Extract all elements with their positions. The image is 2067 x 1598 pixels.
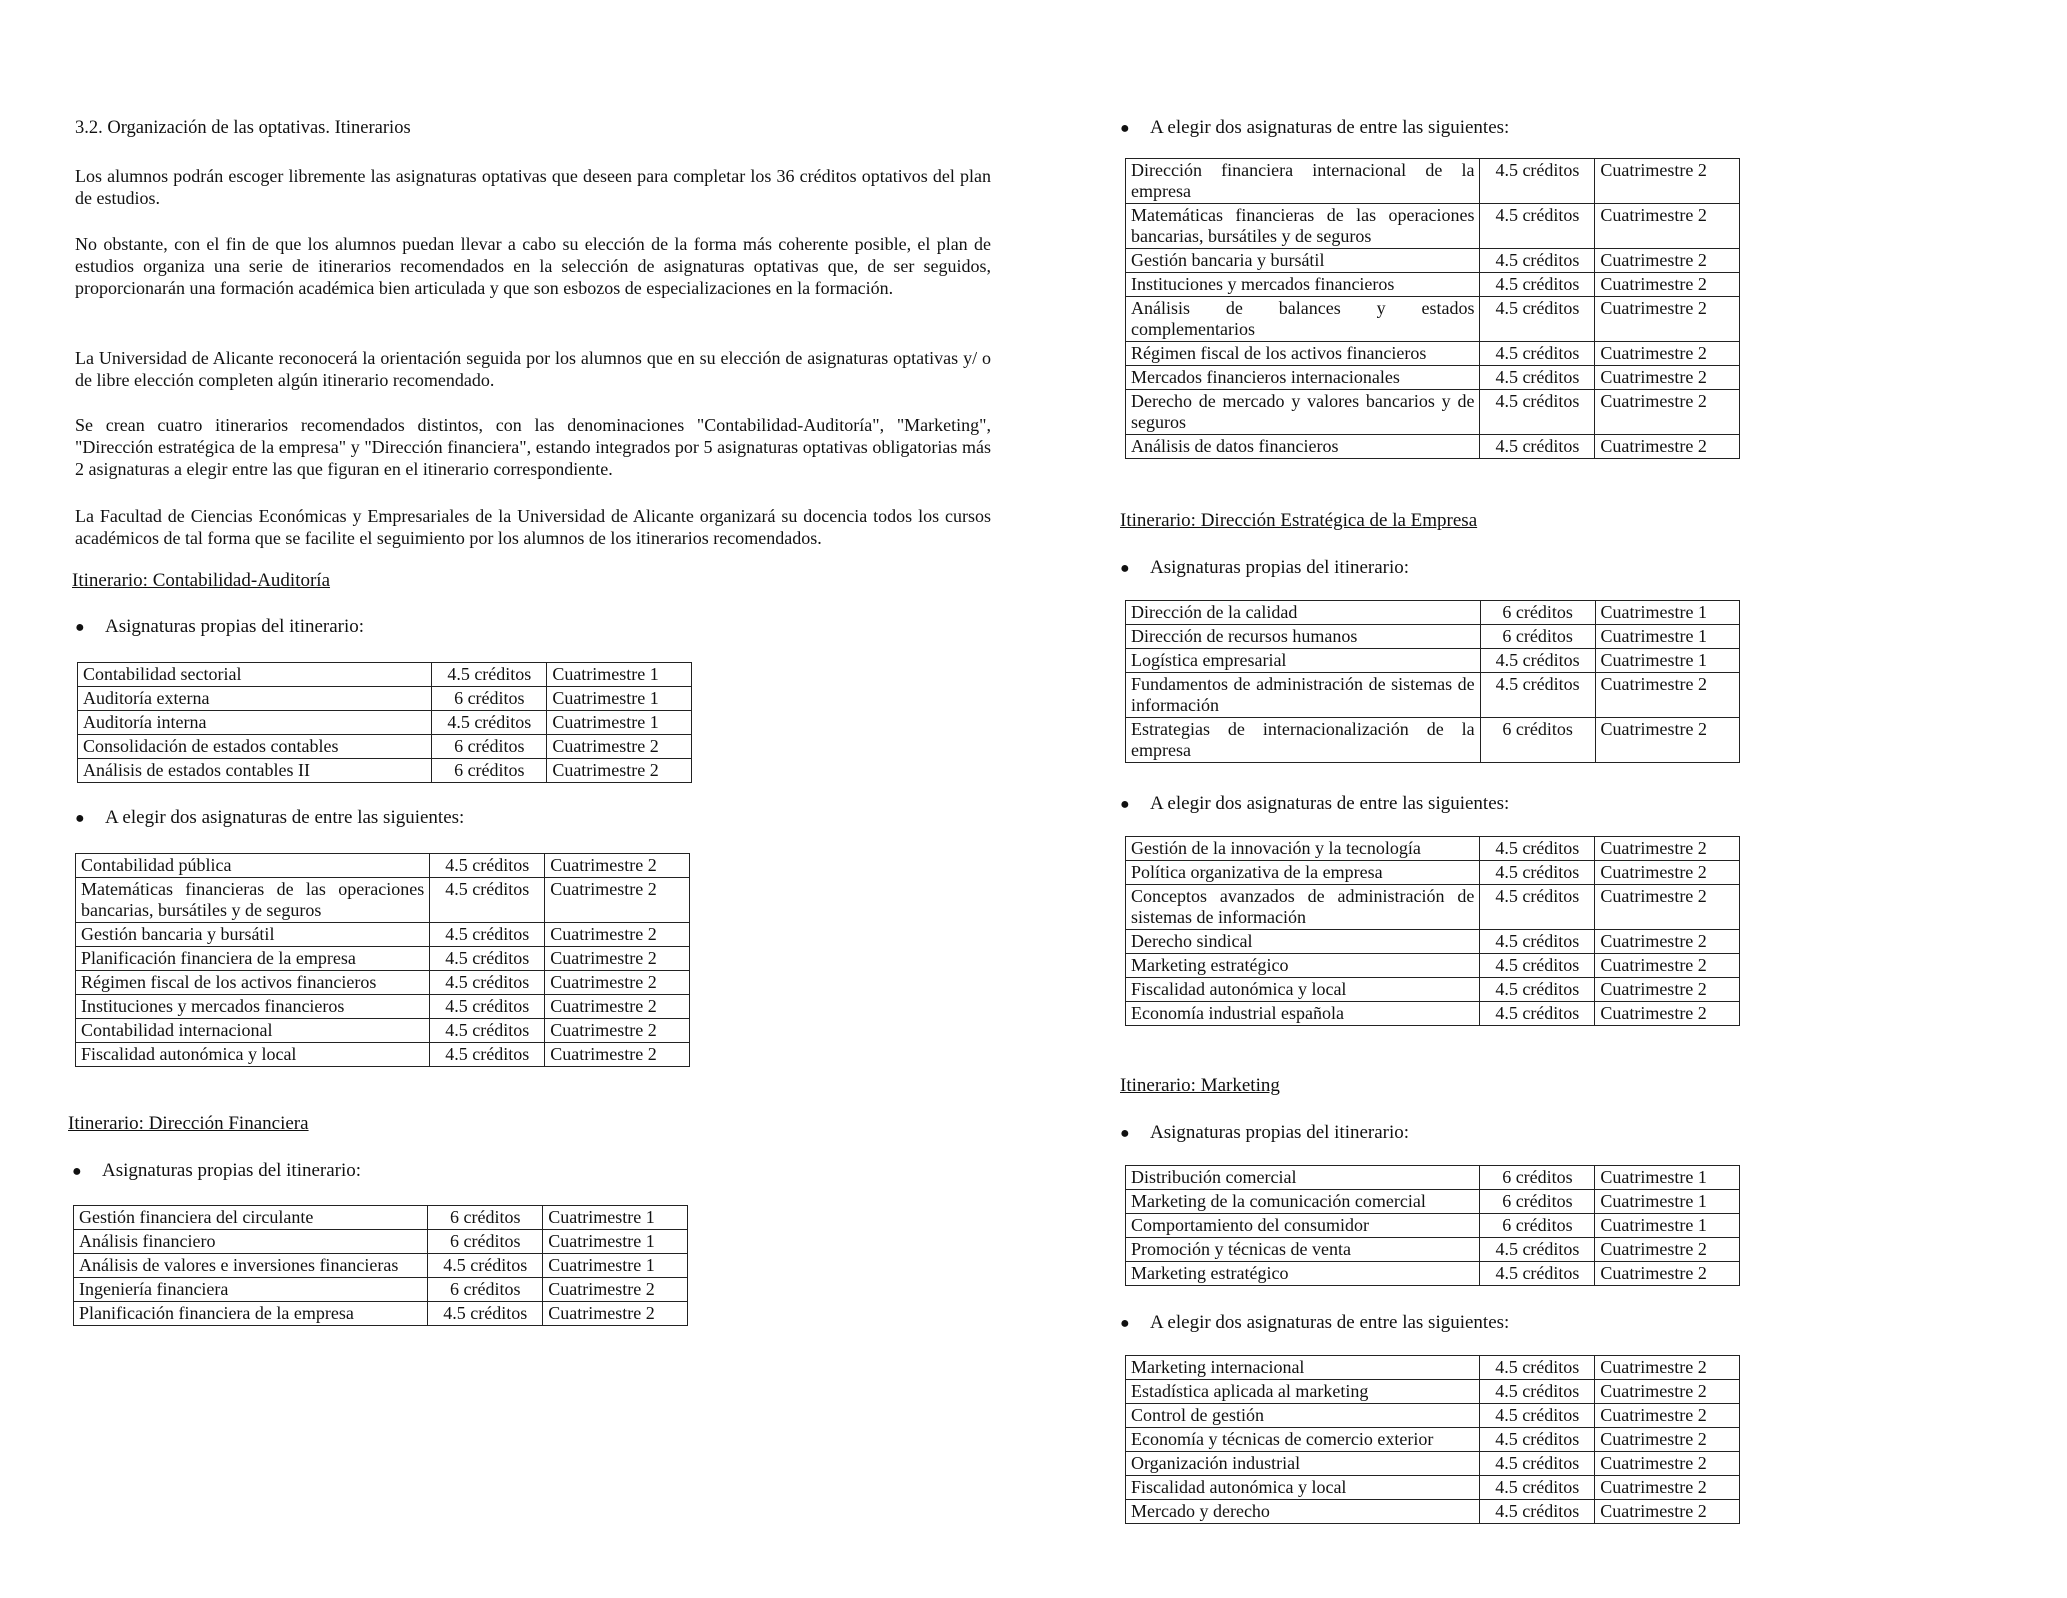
subject-cell: Comportamiento del consumidor <box>1126 1214 1480 1238</box>
credits-cell: 4.5 créditos <box>430 854 545 878</box>
table-row <box>76 971 690 995</box>
subject-cell: Auditoría externa <box>78 687 432 711</box>
bullet-label: A elegir dos asignaturas de entre las siguientes: <box>1150 793 1510 814</box>
table-row <box>1126 159 1740 204</box>
itinerary-title-contabilidad: Itinerario: Contabilidad-Auditoría <box>72 570 331 591</box>
subject-cell: Control de gestión <box>1126 1404 1480 1428</box>
term-cell: Cuatrimestre 2 <box>1595 366 1740 390</box>
subject-cell: Matemáticas financieras de las operaciones bancarias, bursátiles y de seguros <box>76 878 430 923</box>
subject-cell: Dirección financiera internacional de la empresa <box>1126 159 1480 204</box>
credits-cell: 4.5 créditos <box>1480 1476 1595 1500</box>
itinerary-title-estrategica: Itinerario: Dirección Estratégica de la Empresa <box>1120 510 1478 531</box>
credits-cell: 4.5 créditos <box>430 1043 545 1067</box>
credits-cell: 4.5 créditos <box>430 947 545 971</box>
table-row <box>1126 837 1740 861</box>
itinerary-title-financiera: Itinerario: Dirección Financiera <box>68 1113 309 1134</box>
table-row <box>1126 1500 1740 1524</box>
term-cell: Cuatrimestre 2 <box>1595 1404 1740 1428</box>
term-cell: Cuatrimestre 2 <box>545 947 690 971</box>
term-cell: Cuatrimestre 2 <box>545 971 690 995</box>
term-cell: Cuatrimestre 2 <box>1595 1428 1740 1452</box>
term-cell: Cuatrimestre 2 <box>1595 204 1740 249</box>
table-row <box>78 663 692 687</box>
term-cell: Cuatrimestre 1 <box>1595 1214 1740 1238</box>
table-row <box>1126 1262 1740 1286</box>
credits-cell: 4.5 créditos <box>1480 249 1595 273</box>
subject-cell: Organización industrial <box>1126 1452 1480 1476</box>
term-cell: Cuatrimestre 2 <box>1595 342 1740 366</box>
credits-cell: 4.5 créditos <box>1480 861 1595 885</box>
table-row <box>1126 366 1740 390</box>
bullet-contab-elegir <box>75 807 464 829</box>
subject-cell: Derecho sindical <box>1126 930 1480 954</box>
credits-cell: 4.5 créditos <box>430 971 545 995</box>
subject-cell: Ingeniería financiera <box>74 1278 428 1302</box>
subject-cell: Economía y técnicas de comercio exterior <box>1126 1428 1480 1452</box>
term-cell: Cuatrimestre 2 <box>1595 978 1740 1002</box>
credits-cell: 4.5 créditos <box>1480 1356 1595 1380</box>
table-row <box>74 1254 688 1278</box>
bullet-icon: ● <box>1120 560 1130 577</box>
table-row <box>1126 204 1740 249</box>
table-row <box>1126 249 1740 273</box>
credits-cell: 4.5 créditos <box>428 1254 543 1278</box>
bullet-mkt-elegir <box>1120 1312 1509 1334</box>
bullet-icon: ● <box>1120 1125 1130 1142</box>
term-cell: Cuatrimestre 1 <box>1595 601 1739 625</box>
term-cell: Cuatrimestre 2 <box>1595 1356 1740 1380</box>
subject-cell: Estadística aplicada al marketing <box>1126 1380 1480 1404</box>
paragraph-reconocimiento: La Universidad de Alicante reconocerá la orientación seguida por los alumnos que en su elección de asignaturas optativas y/ o de libre elección completen algún itinerario recomendado. <box>75 348 991 390</box>
subject-cell: Planificación financiera de la empresa <box>74 1302 428 1326</box>
credits-cell: 4.5 créditos <box>1480 159 1595 204</box>
term-cell: Cuatrimestre 2 <box>1595 1476 1740 1500</box>
term-cell: Cuatrimestre 2 <box>543 1302 688 1326</box>
table-row <box>1126 435 1740 459</box>
term-cell: Cuatrimestre 2 <box>543 1278 688 1302</box>
bullet-label: A elegir dos asignaturas de entre las siguientes: <box>1150 117 1510 138</box>
credits-cell: 6 créditos <box>1480 625 1595 649</box>
subject-cell: Análisis de datos financieros <box>1126 435 1480 459</box>
section-heading: 3.2. Organización de las optativas. Itinerarios <box>75 118 411 138</box>
table-row <box>1126 1002 1740 1026</box>
credits-cell: 4.5 créditos <box>1480 342 1595 366</box>
credits-cell: 4.5 créditos <box>1480 390 1595 435</box>
credits-cell: 4.5 créditos <box>1480 673 1595 718</box>
subject-cell: Estrategias de internacionalización de la empresa <box>1126 718 1481 763</box>
subject-cell: Mercado y derecho <box>1126 1500 1480 1524</box>
credits-cell: 4.5 créditos <box>1480 885 1595 930</box>
subject-cell: Marketing estratégico <box>1126 1262 1480 1286</box>
table-row <box>1126 390 1740 435</box>
bullet-label: Asignaturas propias del itinerario: <box>105 616 365 637</box>
subject-cell: Análisis financiero <box>74 1230 428 1254</box>
term-cell: Cuatrimestre 2 <box>1595 1500 1740 1524</box>
subject-cell: Promoción y técnicas de venta <box>1126 1238 1480 1262</box>
table-row <box>74 1302 688 1326</box>
paragraph-cuatro-itinerarios: Se crean cuatro itinerarios recomendados distintos, con las denominaciones "Contabilidad-Auditoría", "Marketing", "Dirección estratégica de la empresa" y "Dirección financiera", estando integrados por 5 asignaturas optativas obligatorias más 2 asignaturas a elegir entre las que figuran en el itinerario correspondiente. <box>75 415 991 479</box>
bullet-icon: ● <box>1120 120 1130 137</box>
term-cell: Cuatrimestre 2 <box>545 1019 690 1043</box>
subject-cell: Contabilidad internacional <box>76 1019 430 1043</box>
bullet-icon: ● <box>75 619 85 636</box>
table-row <box>76 1019 690 1043</box>
term-cell: Cuatrimestre 1 <box>547 663 692 687</box>
paragraph-facultad: La Facultad de Ciencias Económicas y Empresariales de la Universidad de Alicante organizará su docencia todos los cursos académicos de tal forma que se facilite el seguimiento por los alumnos de los itinerarios recomendados. <box>75 506 991 548</box>
term-cell: Cuatrimestre 1 <box>543 1254 688 1278</box>
table-row <box>78 687 692 711</box>
table-row <box>76 878 690 923</box>
credits-cell: 6 créditos <box>1480 718 1595 763</box>
bullet-label: Asignaturas propias del itinerario: <box>1150 557 1410 578</box>
credits-cell: 4.5 créditos <box>1480 1428 1595 1452</box>
credits-cell: 4.5 créditos <box>1480 954 1595 978</box>
subject-cell: Gestión bancaria y bursátil <box>76 923 430 947</box>
subject-cell: Gestión bancaria y bursátil <box>1126 249 1480 273</box>
credits-cell: 6 créditos <box>1480 1214 1595 1238</box>
bullet-icon: ● <box>75 810 85 827</box>
credits-cell: 4.5 créditos <box>1480 1380 1595 1404</box>
bullet-fin-elegir <box>1120 117 1509 139</box>
term-cell: Cuatrimestre 2 <box>1595 930 1740 954</box>
table-row <box>74 1278 688 1302</box>
subject-cell: Planificación financiera de la empresa <box>76 947 430 971</box>
subject-cell: Política organizativa de la empresa <box>1126 861 1480 885</box>
subject-cell: Fiscalidad autonómica y local <box>1126 1476 1480 1500</box>
credits-cell: 4.5 créditos <box>1480 1500 1595 1524</box>
term-cell: Cuatrimestre 1 <box>1595 625 1739 649</box>
table-row <box>1126 1452 1740 1476</box>
subject-cell: Economía industrial española <box>1126 1002 1480 1026</box>
bullet-icon: ● <box>1120 1315 1130 1332</box>
credits-cell: 4.5 créditos <box>1480 978 1595 1002</box>
table-row <box>1126 1238 1740 1262</box>
table-estr-elegir <box>1125 836 1740 1026</box>
credits-cell: 4.5 créditos <box>1480 837 1595 861</box>
table-row <box>76 947 690 971</box>
table-row <box>1126 885 1740 930</box>
itinerary-title-marketing: Itinerario: Marketing <box>1120 1075 1280 1096</box>
term-cell: Cuatrimestre 2 <box>1595 718 1739 763</box>
subject-cell: Instituciones y mercados financieros <box>1126 273 1480 297</box>
credits-cell: 4.5 créditos <box>432 663 547 687</box>
table-row <box>78 735 692 759</box>
subject-cell: Análisis de estados contables II <box>78 759 432 783</box>
credits-cell: 4.5 créditos <box>430 995 545 1019</box>
term-cell: Cuatrimestre 2 <box>1595 159 1740 204</box>
term-cell: Cuatrimestre 1 <box>543 1206 688 1230</box>
table-row <box>1126 861 1740 885</box>
credits-cell: 4.5 créditos <box>1480 204 1595 249</box>
paragraph-itinerarios: No obstante, con el fin de que los alumnos puedan llevar a cabo su elección de la forma más coherente posible, el plan de estudios organiza una serie de itinerarios recomendados en la selección de asignaturas optativas que, de ser seguidos, proporcionarán una formación académica bien articulada y que son esbozos de especializaciones en la formación. <box>75 234 991 298</box>
credits-cell: 4.5 créditos <box>1480 1452 1595 1476</box>
term-cell: Cuatrimestre 2 <box>545 878 690 923</box>
term-cell: Cuatrimestre 2 <box>1595 673 1739 718</box>
subject-cell: Análisis de valores e inversiones financieras <box>74 1254 428 1278</box>
bullet-contab-propias <box>75 616 364 638</box>
subject-cell: Fiscalidad autonómica y local <box>76 1043 430 1067</box>
term-cell: Cuatrimestre 2 <box>1595 390 1740 435</box>
table-row <box>1126 1356 1740 1380</box>
term-cell: Cuatrimestre 2 <box>545 995 690 1019</box>
term-cell: Cuatrimestre 2 <box>545 1043 690 1067</box>
table-row <box>76 923 690 947</box>
table-row <box>1126 601 1740 625</box>
subject-cell: Mercados financieros internacionales <box>1126 366 1480 390</box>
term-cell: Cuatrimestre 2 <box>1595 954 1740 978</box>
table-row <box>1126 930 1740 954</box>
bullet-fin-propias <box>72 1160 361 1182</box>
term-cell: Cuatrimestre 2 <box>1595 435 1740 459</box>
credits-cell: 6 créditos <box>432 735 547 759</box>
subject-cell: Marketing de la comunicación comercial <box>1126 1190 1480 1214</box>
subject-cell: Marketing internacional <box>1126 1356 1480 1380</box>
subject-cell: Contabilidad sectorial <box>78 663 432 687</box>
credits-cell: 4.5 créditos <box>1480 1238 1595 1262</box>
table-row <box>76 854 690 878</box>
credits-cell: 6 créditos <box>1480 1190 1595 1214</box>
subject-cell: Matemáticas financieras de las operaciones bancarias, bursátiles y de seguros <box>1126 204 1480 249</box>
credits-cell: 4.5 créditos <box>1480 1404 1595 1428</box>
table-row <box>74 1230 688 1254</box>
table-row <box>1126 649 1740 673</box>
term-cell: Cuatrimestre 2 <box>1595 1380 1740 1404</box>
credits-cell: 6 créditos <box>432 759 547 783</box>
term-cell: Cuatrimestre 2 <box>1595 297 1740 342</box>
credits-cell: 4.5 créditos <box>430 878 545 923</box>
credits-cell: 6 créditos <box>428 1230 543 1254</box>
subject-cell: Gestión de la innovación y la tecnología <box>1126 837 1480 861</box>
credits-cell: 4.5 créditos <box>1480 435 1595 459</box>
credits-cell: 4.5 créditos <box>432 711 547 735</box>
subject-cell: Logística empresarial <box>1126 649 1481 673</box>
subject-cell: Contabilidad pública <box>76 854 430 878</box>
table-row <box>1126 1166 1740 1190</box>
bullet-icon: ● <box>72 1163 82 1180</box>
table-row <box>1126 297 1740 342</box>
table-contab-propias <box>77 662 692 783</box>
credits-cell: 4.5 créditos <box>1480 366 1595 390</box>
subject-cell: Dirección de la calidad <box>1126 601 1481 625</box>
term-cell: Cuatrimestre 2 <box>1595 885 1740 930</box>
term-cell: Cuatrimestre 2 <box>1595 861 1740 885</box>
subject-cell: Régimen fiscal de los activos financieros <box>1126 342 1480 366</box>
table-fin-elegir <box>1125 158 1740 459</box>
table-mkt-elegir <box>1125 1355 1740 1524</box>
credits-cell: 4.5 créditos <box>1480 649 1595 673</box>
term-cell: Cuatrimestre 1 <box>543 1230 688 1254</box>
subject-cell: Derecho de mercado y valores bancarios y de seguros <box>1126 390 1480 435</box>
credits-cell: 4.5 créditos <box>1480 273 1595 297</box>
term-cell: Cuatrimestre 2 <box>1595 273 1740 297</box>
table-row <box>78 759 692 783</box>
bullet-icon: ● <box>1120 796 1130 813</box>
term-cell: Cuatrimestre 2 <box>1595 249 1740 273</box>
term-cell: Cuatrimestre 2 <box>547 759 692 783</box>
table-row <box>1126 1214 1740 1238</box>
subject-cell: Régimen fiscal de los activos financieros <box>76 971 430 995</box>
subject-cell: Análisis de balances y estados complementarios <box>1126 297 1480 342</box>
bullet-estr-propias <box>1120 557 1409 579</box>
credits-cell: 6 créditos <box>428 1206 543 1230</box>
table-mkt-propias <box>1125 1165 1740 1286</box>
credits-cell: 4.5 créditos <box>1480 1002 1595 1026</box>
table-row <box>78 711 692 735</box>
term-cell: Cuatrimestre 1 <box>547 711 692 735</box>
table-row <box>1126 1476 1740 1500</box>
bullet-label: Asignaturas propias del itinerario: <box>1150 1122 1410 1143</box>
term-cell: Cuatrimestre 1 <box>1595 1166 1740 1190</box>
table-row <box>1126 718 1740 763</box>
bullet-label: A elegir dos asignaturas de entre las siguientes: <box>105 807 465 828</box>
credits-cell: 6 créditos <box>1480 1166 1595 1190</box>
table-contab-elegir <box>75 853 690 1067</box>
term-cell: Cuatrimestre 2 <box>545 854 690 878</box>
term-cell: Cuatrimestre 1 <box>1595 1190 1740 1214</box>
term-cell: Cuatrimestre 2 <box>1595 1452 1740 1476</box>
subject-cell: Distribución comercial <box>1126 1166 1480 1190</box>
credits-cell: 4.5 créditos <box>1480 297 1595 342</box>
term-cell: Cuatrimestre 2 <box>1595 1002 1740 1026</box>
table-row <box>1126 273 1740 297</box>
term-cell: Cuatrimestre 2 <box>547 735 692 759</box>
credits-cell: 4.5 créditos <box>1480 1262 1595 1286</box>
subject-cell: Marketing estratégico <box>1126 954 1480 978</box>
term-cell: Cuatrimestre 2 <box>1595 837 1740 861</box>
term-cell: Cuatrimestre 2 <box>1595 1262 1740 1286</box>
term-cell: Cuatrimestre 1 <box>547 687 692 711</box>
table-row <box>1126 1190 1740 1214</box>
table-row <box>1126 342 1740 366</box>
subject-cell: Instituciones y mercados financieros <box>76 995 430 1019</box>
table-row <box>1126 673 1740 718</box>
table-row <box>76 995 690 1019</box>
credits-cell: 4.5 créditos <box>430 1019 545 1043</box>
subject-cell: Fiscalidad autonómica y local <box>1126 978 1480 1002</box>
term-cell: Cuatrimestre 2 <box>1595 1238 1740 1262</box>
credits-cell: 4.5 créditos <box>1480 930 1595 954</box>
bullet-estr-elegir <box>1120 793 1509 815</box>
subject-cell: Dirección de recursos humanos <box>1126 625 1481 649</box>
term-cell: Cuatrimestre 1 <box>1595 649 1739 673</box>
subject-cell: Auditoría interna <box>78 711 432 735</box>
paragraph-intro: Los alumnos podrán escoger libremente las asignaturas optativas que deseen para completar los 36 créditos optativos del plan de estudios. <box>75 166 991 208</box>
bullet-mkt-propias <box>1120 1122 1409 1144</box>
bullet-label: Asignaturas propias del itinerario: <box>102 1160 362 1181</box>
table-estr-propias <box>1125 600 1740 763</box>
table-row <box>1126 1428 1740 1452</box>
term-cell: Cuatrimestre 2 <box>545 923 690 947</box>
table-row <box>1126 1404 1740 1428</box>
credits-cell: 6 créditos <box>428 1278 543 1302</box>
table-row <box>1126 1380 1740 1404</box>
table-row <box>1126 978 1740 1002</box>
subject-cell: Conceptos avanzados de administración de sistemas de información <box>1126 885 1480 930</box>
credits-cell: 4.5 créditos <box>428 1302 543 1326</box>
credits-cell: 6 créditos <box>432 687 547 711</box>
table-row <box>74 1206 688 1230</box>
subject-cell: Fundamentos de administración de sistemas de información <box>1126 673 1481 718</box>
bullet-label: A elegir dos asignaturas de entre las siguientes: <box>1150 1312 1510 1333</box>
subject-cell: Gestión financiera del circulante <box>74 1206 428 1230</box>
table-row <box>76 1043 690 1067</box>
table-fin-propias <box>73 1205 688 1326</box>
credits-cell: 6 créditos <box>1480 601 1595 625</box>
table-row <box>1126 625 1740 649</box>
subject-cell: Consolidación de estados contables <box>78 735 432 759</box>
table-row <box>1126 954 1740 978</box>
credits-cell: 4.5 créditos <box>430 923 545 947</box>
